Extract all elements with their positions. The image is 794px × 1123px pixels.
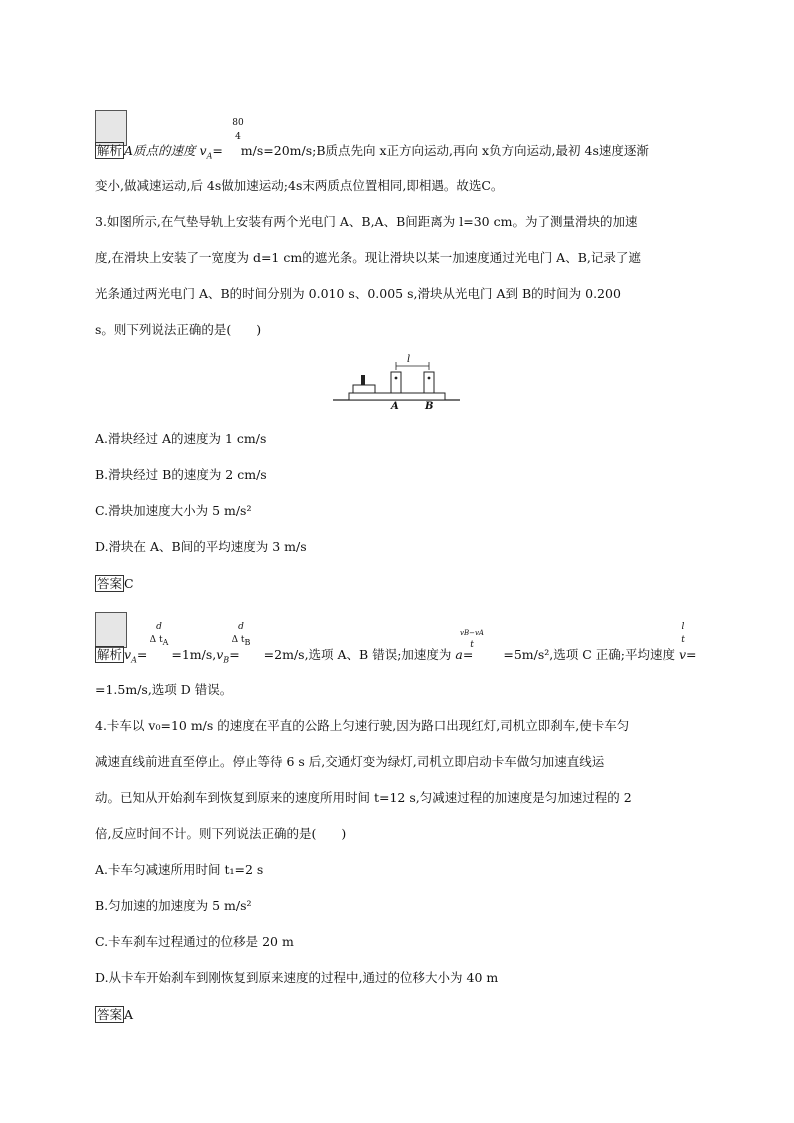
q2-solution-line1: 解析 A质点的速度 $v_A=$ m/s=20m/s;B质点先向 x正方向运动,再向 x负方向运动,最初 4s速度逐渐 [97, 143, 649, 161]
q4-answer: 答案 A [97, 1007, 134, 1022]
answer-label: 答案 [97, 1007, 123, 1022]
fraction-vB-minus-vA-over-t: vB−vA t [460, 629, 484, 650]
solution-label: 解析 [97, 647, 123, 662]
solution-label: 解析 [97, 143, 123, 158]
q3-answer: 答案 C [97, 576, 134, 591]
q3-option-d: D.滑块在 A、B间的平均速度为 3 m/s [95, 539, 307, 554]
fraction-80-over-4: 80 4 [232, 118, 244, 142]
solution-shade [95, 612, 127, 648]
q3-option-a: A.滑块经过 A的速度为 1 cm/s [95, 431, 267, 446]
q4-stem-line4: 倍,反应时间不计。则下列说法正确的是( ) [95, 826, 347, 841]
q4-stem-line2: 减速直线前进直至停止。停止等待 6 s 后,交通灯变为绿灯,司机立即启动卡车做匀加速直线运 [95, 754, 605, 769]
q3-solution-line1: 解析 $v_A= =1m/s,v_B= =2m/s$,选项 A、B 错误;加速度为 a= =5m/s²,选项 C 正确;平均速度 v= [97, 647, 697, 665]
q4-option-d: D.从卡车开始刹车到刚恢复到原来速度的过程中,通过的位移大小为 40 m [95, 970, 499, 985]
q4-option-a: A.卡车匀减速所用时间 t₁=2 s [95, 862, 264, 877]
figure-label-b: B [425, 401, 434, 412]
q4-option-c: C.卡车刹车过程通过的位移是 20 m [95, 934, 294, 949]
fraction-l-over-t: l t [681, 622, 685, 645]
q2-solution-line2: 变小,做减速运动,后 4s做加速运动;4s末两质点位置相同,即相遇。故选C。 [95, 178, 504, 193]
fraction-d-over-dtB: d Δ $t_B$ [231, 622, 251, 647]
answer-label: 答案 [97, 576, 123, 591]
fraction-d-over-dtA: d Δ $t_A$ [149, 622, 169, 647]
figure-label-l: l [407, 354, 411, 365]
solution-shade [95, 110, 127, 146]
q4-stem-line3: 动。已知从开始刹车到恢复到原来的速度所用时间 t=12 s,匀减速过程的加速度是匀加速过程的 2 [95, 790, 632, 805]
q3-option-c: C.滑块加速度大小为 5 m/s² [95, 503, 252, 518]
figure-label-a: A [391, 401, 399, 412]
q3-stem-line2: 度,在滑块上安装了一宽度为 d=1 cm的遮光条。现让滑块以某一加速度通过光电门 A、B,记录了遮 [95, 250, 641, 265]
q4-option-b: B.匀加速的加速度为 5 m/s² [95, 898, 252, 913]
q3-stem-line3: 光条通过两光电门 A、B的时间分别为 0.010 s、0.005 s,滑块从光电门 A到 B的时间为 0.200 [95, 286, 621, 301]
q3-option-b: B.滑块经过 B的速度为 2 cm/s [95, 467, 267, 482]
q3-stem-line4: s。则下列说法正确的是( ) [95, 322, 262, 337]
air-track-figure [333, 357, 463, 407]
q4-stem-line1: 4.卡车以 v₀=10 m/s 的速度在平直的公路上匀速行驶,因为路口出现红灯,司机立即刹车,使卡车匀 [95, 718, 630, 733]
q3-stem-line1: 3.如图所示,在气垫导轨上安装有两个光电门 A、B,A、B间距离为 l=30 cm。为了测量滑块的加速 [95, 214, 638, 229]
q3-solution-line2: =1.5m/s,选项 D 错误。 [95, 682, 233, 697]
